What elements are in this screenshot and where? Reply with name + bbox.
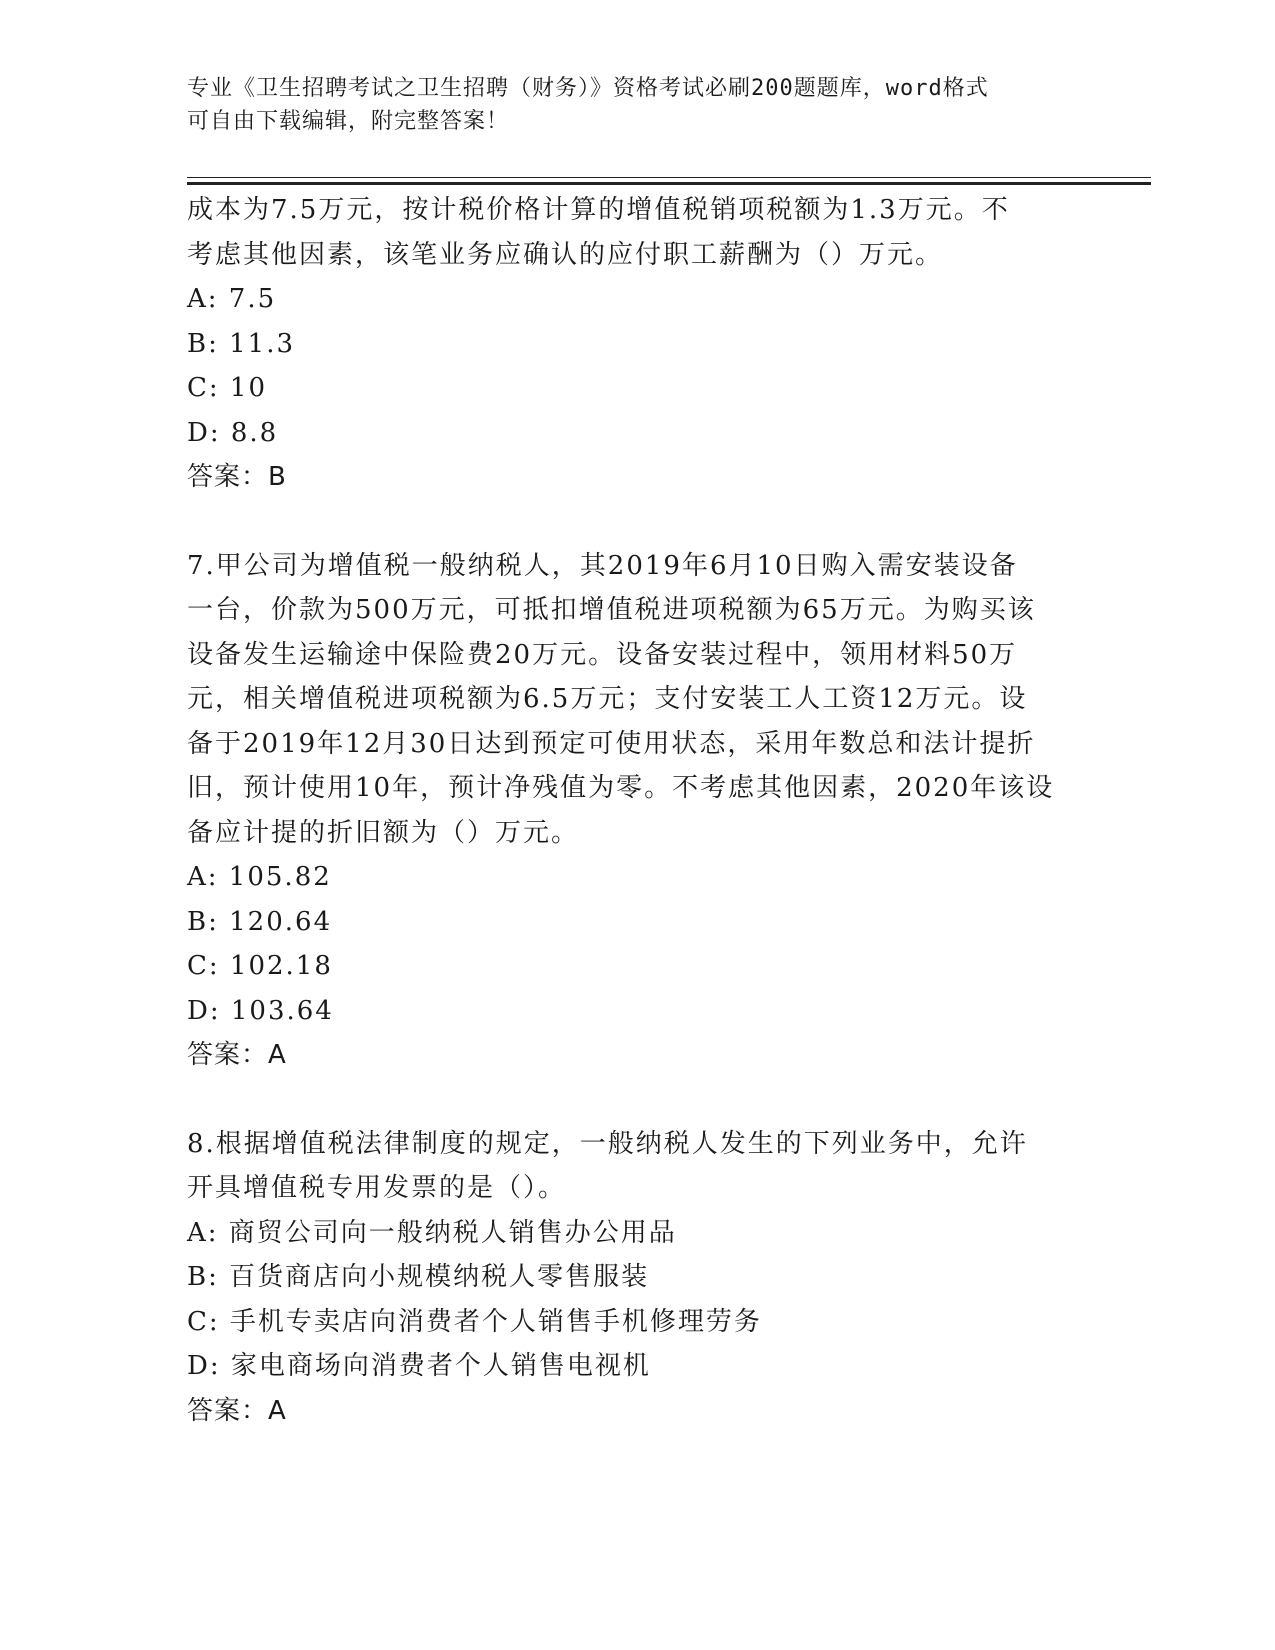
question-stem-line: 成本为7.5万元，按计税价格计算的增值税销项税额为1.3万元。不 [187, 195, 1010, 225]
question-stem-line: 考虑其他因素，该笔业务应确认的应付职工薪酬为（）万元。 [187, 239, 944, 270]
question-spacer [187, 500, 1087, 544]
document-body [187, 188, 1087, 1433]
option-a: A: 商贸公司向一般纳税人销售办公用品 [187, 1217, 677, 1248]
question-stem-line: 备应计提的折旧额为（）万元。 [187, 817, 580, 848]
document-header [187, 72, 1067, 138]
question-8 [187, 1122, 1087, 1434]
question-stem-line: 元，相关增值税进项税额为6.5万元；支付安装工人工资12万元。设 [187, 684, 1028, 714]
option-a: A: 7.5 [187, 284, 277, 314]
option-c: C: 10 [187, 373, 268, 403]
answer: 答案：A [187, 1395, 287, 1426]
option-c: C: 102.18 [187, 951, 333, 981]
question-stem-line: 设备发生运输途中保险费20万元。设备安装过程中，领用材料50万 [187, 639, 1018, 670]
header-divider-thick [187, 182, 1151, 185]
option-b: B: 11.3 [187, 328, 296, 359]
option-d: D: 103.64 [187, 995, 334, 1026]
question-spacer [187, 1078, 1087, 1122]
option-a: A: 105.82 [187, 862, 332, 892]
question-stem-line: 8.根据增值税法律制度的规定，一般纳税人发生的下列业务中，允许 [187, 1128, 1028, 1159]
question-7 [187, 544, 1087, 1078]
answer: 答案：A [187, 1040, 287, 1070]
header-title-line1: 专业《卫生招聘考试之卫生招聘（财务）》资格考试必刷200题题库，word格式 [187, 76, 989, 101]
question-stem-line: 7.甲公司为增值税一般纳税人，其2019年6月10日购入需安装设备 [187, 550, 1018, 581]
option-b: B: 120.64 [187, 906, 333, 937]
option-c: C: 手机专卖店向消费者个人销售手机修理劳务 [187, 1306, 762, 1337]
question-stem-line: 旧，预计使用10年，预计净残值为零。不考虑其他因素，2020年该设 [187, 773, 1055, 803]
option-b: B: 百货商店向小规模纳税人零售服装 [187, 1262, 650, 1292]
option-d: D: 家电商场向消费者个人销售电视机 [187, 1351, 651, 1381]
answer: 答案：B [187, 462, 287, 492]
question-stem-line: 开具增值税专用发票的是（）。 [187, 1173, 567, 1203]
header-divider-thin [187, 177, 1151, 178]
question-6 [187, 188, 1087, 500]
header-title-line2: 可自由下载编辑，附完整答案！ [187, 109, 510, 134]
question-stem-line: 一台，价款为500万元，可抵扣增值税进项税额为65万元。为购买该 [187, 595, 1036, 625]
option-d: D: 8.8 [187, 417, 279, 448]
question-stem-line: 备于2019年12月30日达到预定可使用状态，采用年数总和法计提折 [187, 728, 1036, 759]
